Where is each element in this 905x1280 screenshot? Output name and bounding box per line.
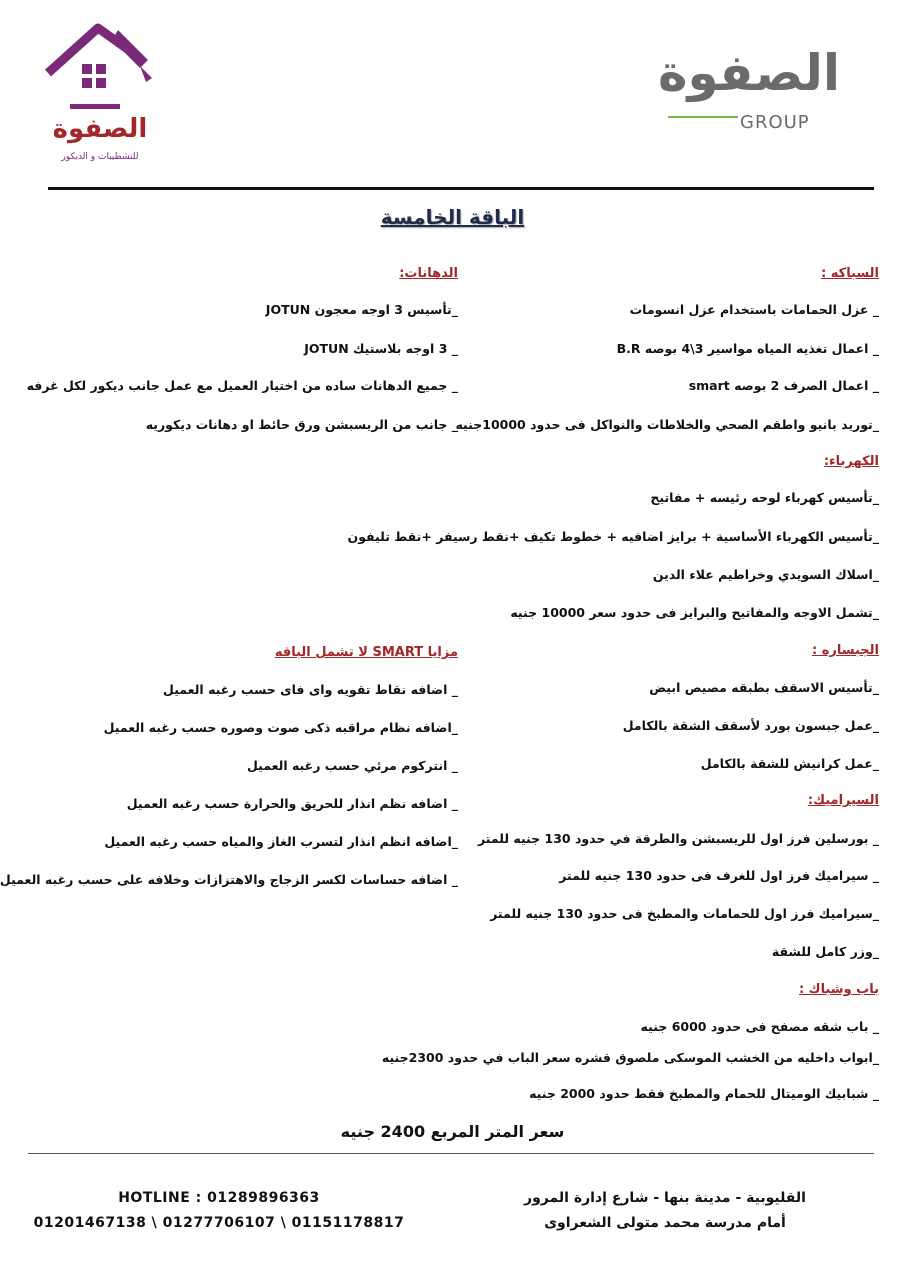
footer-divider — [28, 1153, 874, 1154]
header-divider — [48, 187, 874, 190]
section-heading-gypsum: الجبساره : — [811, 643, 879, 658]
address-line-1: القليوبية - مدينة بنها - شارع إدارة المرور — [524, 1190, 806, 1206]
list-item: _ عزل الحمامات باستخدام عزل انسومات — [629, 302, 879, 317]
right-logo-group: GROUP — [740, 112, 810, 133]
right-logo-brand: الصفوة — [657, 44, 840, 102]
list-item: _ابواب داخليه من الخشب الموسكى ملصوق قشره سعر الباب في حدود 2300جنيه — [381, 1050, 879, 1065]
list-item: _ شبابيك الوميتال للحمام والمطبخ فقط حدود 2000 جنيه — [529, 1086, 879, 1101]
list-item: _تأسيس كهرباء لوحه رئيسه + مفاتيح — [650, 490, 879, 505]
list-item: _ 3 اوجه بلاستيك JOTUN — [304, 341, 458, 356]
list-item: _ بورسلين فرز اول للريسبشن والطرقة في حدود 130 جنيه للمتر — [477, 831, 879, 846]
left-logo — [40, 18, 160, 168]
left-logo-tagline: للتشطيبات و الديكور — [61, 152, 139, 162]
list-item: _سيراميك فرز اول للحمامات والمطبخ فى حدود 130 جنيه للمتر — [490, 906, 879, 921]
list-item: _ جميع الدهانات ساده من اختيار العميل مع عمل جانب ديكور لكل غرفه — [26, 378, 458, 393]
list-item: _اضافه انظم انذار لتسرب الغاز والمياه حسب رغبه العميل — [104, 834, 458, 849]
list-item: _ سيراميك فرز اول للغرف فى حدود 130 جنيه للمتر — [559, 868, 879, 883]
list-item: _تشمل الاوجه والمفاتيح والبرايز فى حدود سعر 10000 جنيه — [510, 605, 879, 620]
section-heading-plumbing: السباكه : — [821, 266, 879, 281]
right-logo-underline — [668, 116, 738, 118]
list-item: _ باب شقه مصفح فى حدود 6000 جنيه — [640, 1019, 879, 1034]
list-item: _ اضافه نظم انذار للحريق والحرارة حسب رغبه العميل — [126, 796, 458, 811]
list-item: _ انتركوم مرئي حسب رغبه العميل — [246, 758, 458, 773]
right-logo — [657, 44, 843, 140]
page-title: الباقة الخامسة — [380, 205, 525, 229]
list-item: _تأسيس الاسقف بطبقه مصيص ابيض — [649, 680, 879, 695]
phone-numbers: 01201467138 \ 01277706107 \ 01151178817 — [33, 1215, 405, 1231]
list-item: _تأسيس الكهرباء الأساسية + برايز اضافيه + خطوط تكيف +نقط رسيفر +نقط تليفون — [347, 529, 879, 544]
list-item: _تأسيس 3 اوجه معجون JOTUN — [265, 302, 458, 317]
section-heading-doors-windows: باب وشباك : — [798, 982, 879, 997]
house-logo-icon — [40, 18, 160, 118]
list-item: _توريد بانيو واطقم الصحي والخلاطات والنواكل فى حدود 10000جنيه — [455, 417, 879, 432]
list-item: _عمل جبسون بورد لأسقف الشقة بالكامل — [622, 718, 879, 733]
list-item: _ اعمال الصرف 2 بوصه smart — [688, 378, 879, 393]
section-heading-ceramic: السيراميك: — [807, 793, 879, 808]
list-item: _اسلاك السويدي وخراطيم علاء الدين — [652, 567, 879, 582]
section-heading-smart: مزايا SMART لا تشمل الباقه — [274, 645, 458, 660]
list-item: _ جانب من الريسبشن ورق حائط او دهانات ديكوريه — [145, 417, 458, 432]
section-heading-paint: الدهانات: — [399, 266, 458, 281]
list-item: _عمل كرانيش للشقة بالكامل — [700, 756, 879, 771]
list-item: _ اعمال تغذيه المياه مواسير 3\4 بوصه B.R — [616, 341, 879, 356]
price-per-meter: سعر المتر المربع 2400 جنيه — [340, 1122, 565, 1141]
list-item: _ اضافه نقاط تقويه واى فاى حسب رغبه العميل — [163, 682, 458, 697]
list-item: _اضافه نظام مراقبه ذكى صوت وصوره حسب رغبه العميل — [103, 720, 458, 735]
list-item: _وزر كامل للشقة — [771, 944, 879, 959]
left-logo-brand: الصفوة — [52, 114, 148, 144]
address-line-2: أمام مدرسة محمد متولى الشعراوى — [544, 1215, 786, 1231]
hotline: HOTLINE : 01289896363 — [118, 1190, 320, 1206]
list-item: _ اضافه حساسات لكسر الزجاج والاهتزازات وخلافه على حسب رغبه العميل — [0, 872, 458, 887]
section-heading-electricity: الكهرباء: — [823, 454, 879, 469]
